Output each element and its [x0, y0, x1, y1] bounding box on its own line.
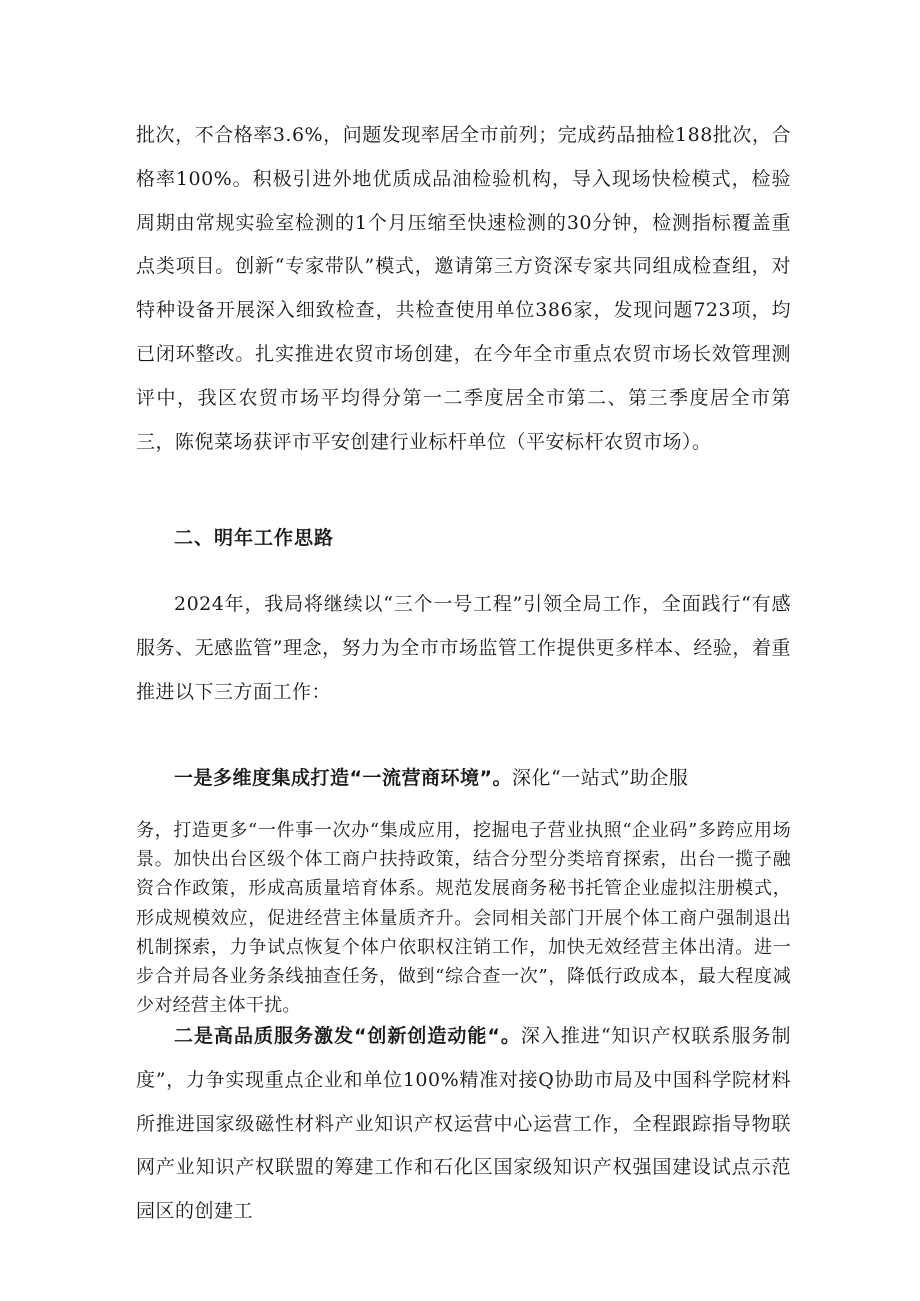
- item2-paragraph: [136, 1015, 791, 1234]
- item1-lead-text: 深化“一站式”助企服: [511, 767, 689, 789]
- item2-heading: 二是高品质服务激发“创新创造动能“。: [174, 1025, 521, 1047]
- item2-body: 深入推进“知识产权联系服务制度”，力争实现重点企业和单位100%精准对接Q协助市局及中国科学院材料所推进国家级磁性材料产业知识产权运营中心运营工作，全程跟踪指导物联网产业知识产权联盟的筹建工作和石化区国家级知识产权强国建设试点示范园区的创建工: [136, 1025, 791, 1223]
- item1-body: 务，打造更多“一件事一次办“集成应用，挖掘电子营业执照“企业码”多跨应用场景。加快出台区级个体工商户扶持政策，结合分型分类培育探索，出台一揽子融资合作政策，形成高质量培育体系。规范发展商务秘书托管企业虚拟注册模式，形成规模效应，促进经营主体量质齐升。会同相关部门开展个体工商户强制退出机制探索，力争试点恢复个体户依职权注销工作，加快无效经营主体出清。进一步合并局各业务条线抽查任务，做到“综合查一次”，降低行政成本，最大程度减少对经营主体干扰。: [136, 820, 791, 1017]
- item1-lead: [174, 766, 794, 790]
- paragraph-achievements: 批次，不合格率3.6%，问题发现率居全市前列；完成药品抽检188批次，合格率100%。积极引进外地优质成品油检验机构，导入现场快检模式，检验周期由常规实验室检测的1个月压缩至快速检测的30分钟，检测指标覆盖重点类项目。创新“专家带队”模式，邀请第三方资深专家共同组成检查组，对特种设备开展深入细致检查，共检查使用单位386家，发现问题723项，均已闭环整改。扎实推进农贸市场创建，在今年全市重点农贸市场长效管理测评中，我区农贸市场平均得分第一二季度居全市第二、第三季度居全市第三，陈倪菜场获评市平安创建行业标杆单位（平安标杆农贸市场）。: [136, 124, 791, 453]
- section-heading: 二、明年工作思路: [174, 527, 335, 549]
- paragraph-intro: 2024年，我局将继续以“三个一号工程”引领全局工作，全面践行“有感服务、无感监管”理念，努力为全市市场监管工作提供更多样本、经验，着重推进以下三方面工作：: [136, 593, 791, 703]
- item1-heading: 一是多维度集成打造“一流营商环境”。: [174, 767, 512, 789]
